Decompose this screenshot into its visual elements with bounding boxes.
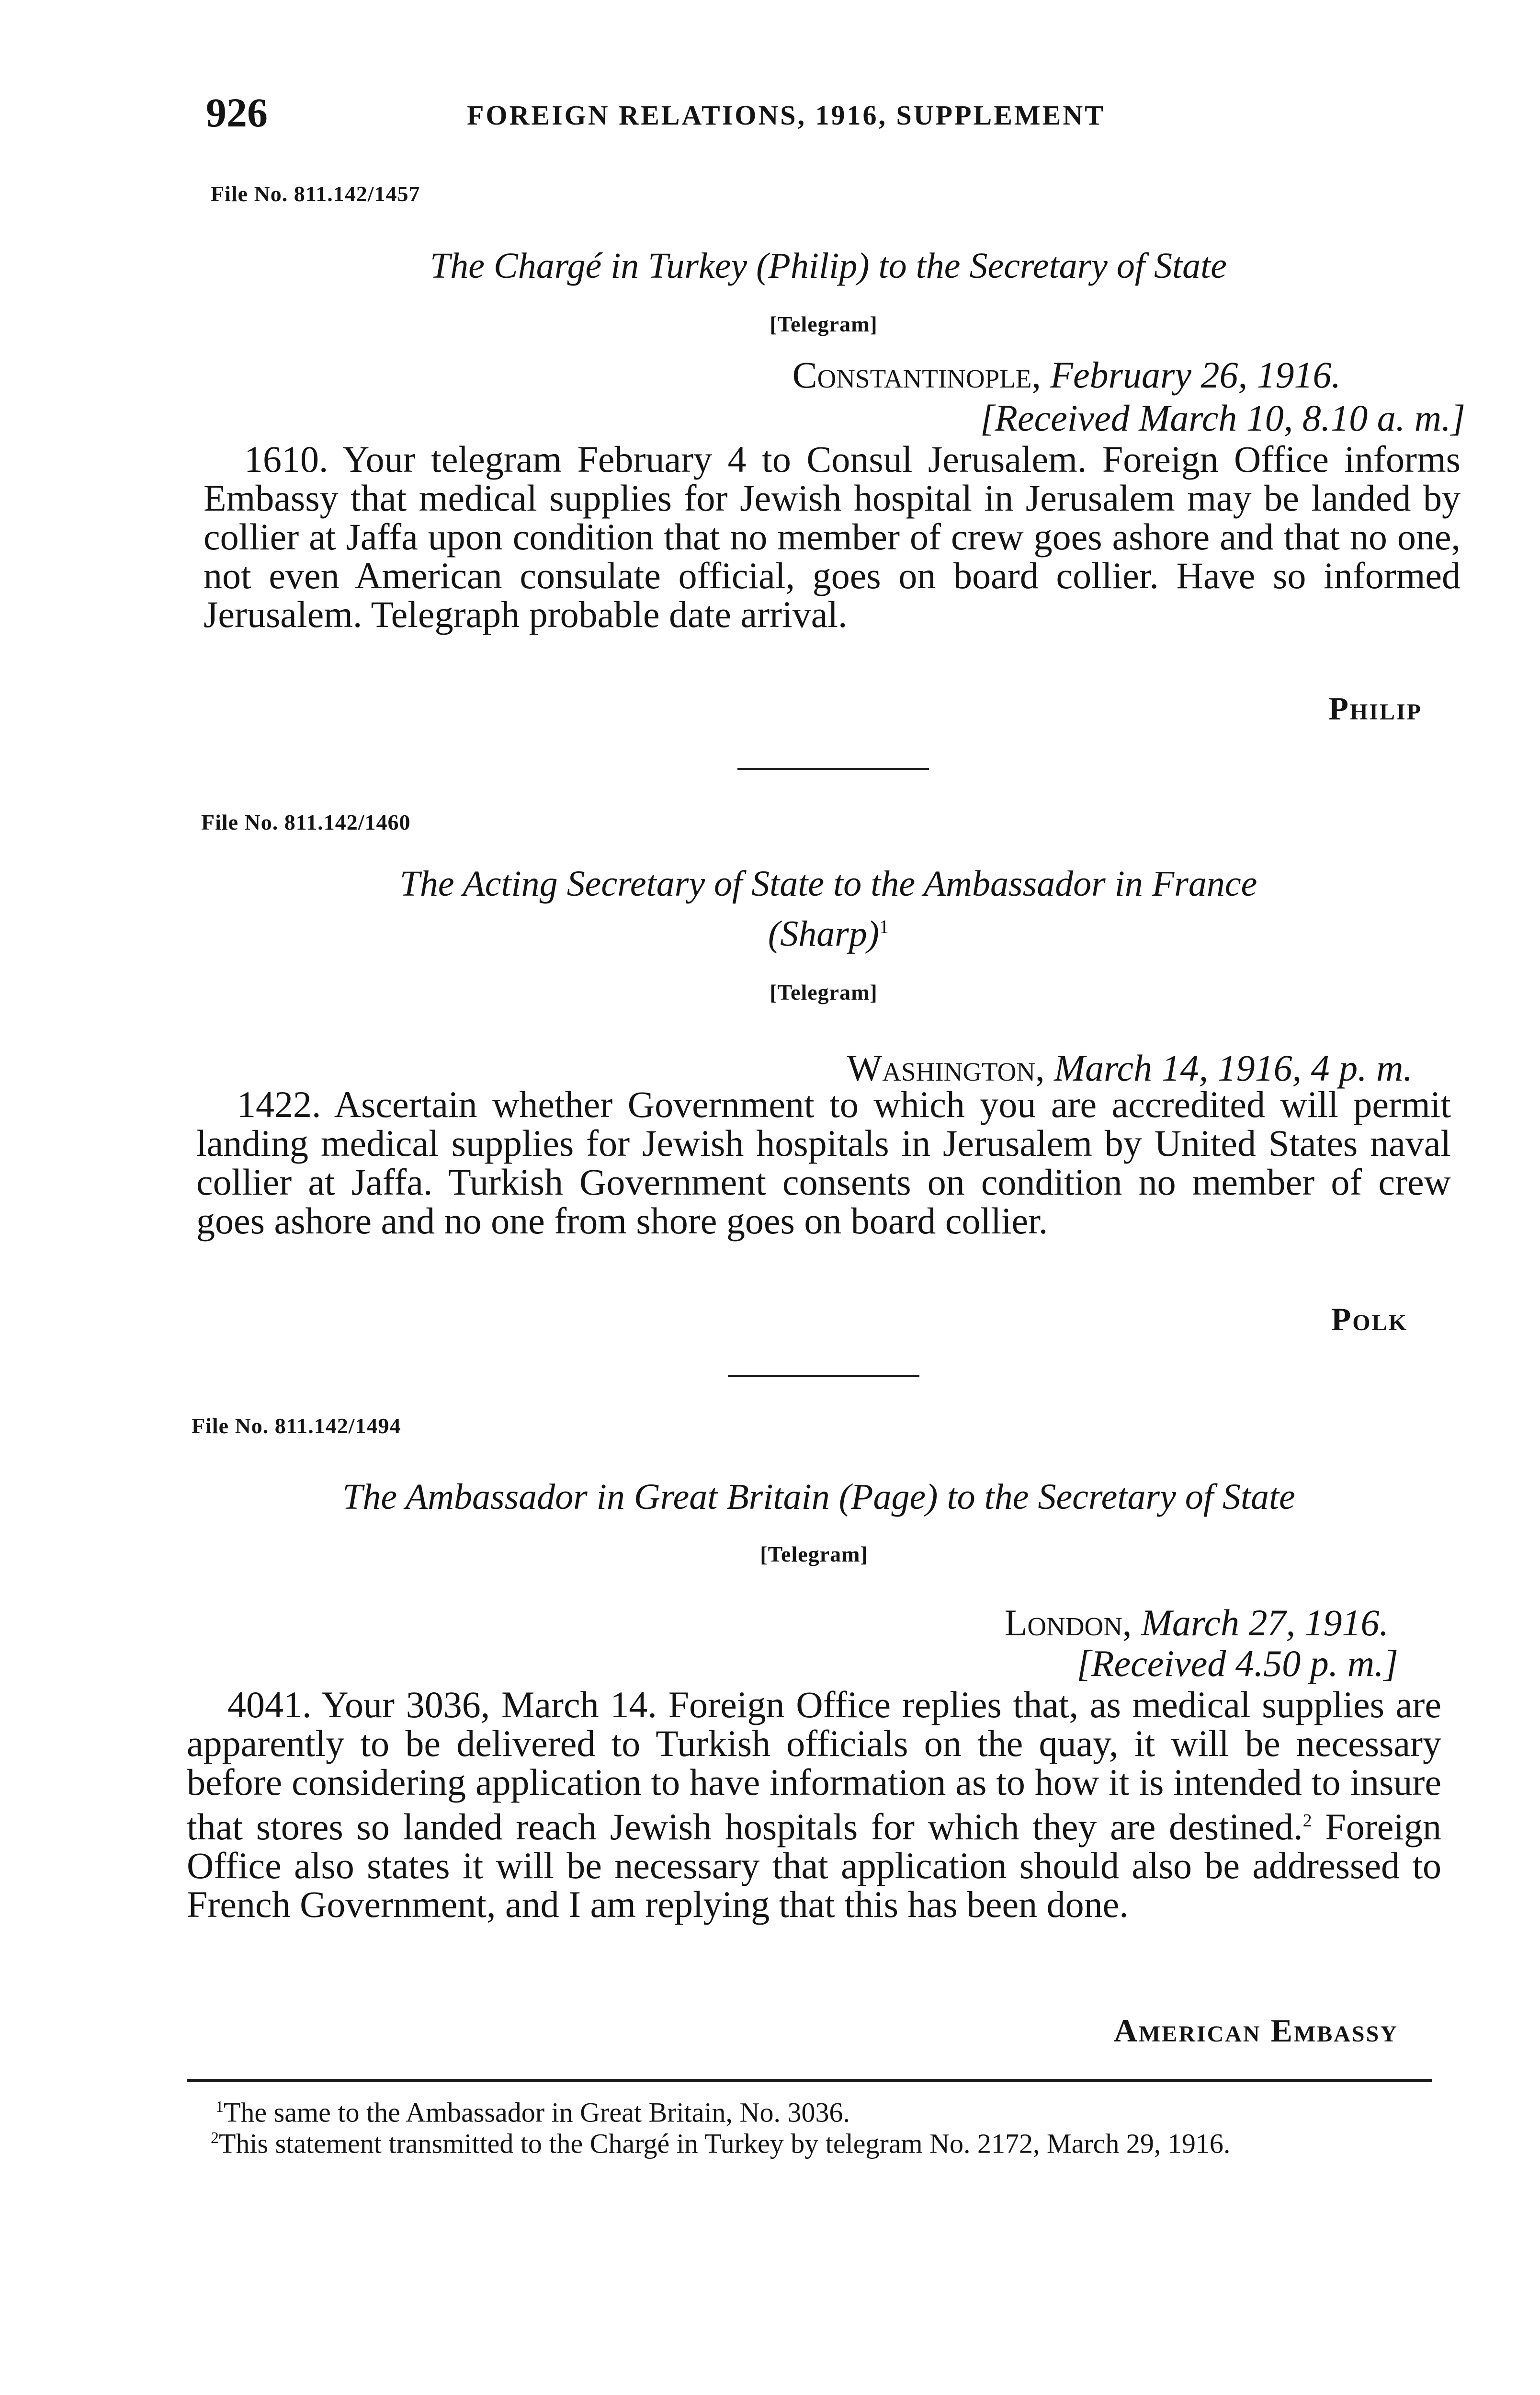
telegram-label: [Telegram]: [770, 312, 878, 336]
dateline-place: London,: [1004, 1602, 1132, 1643]
received-note: [Received 4.50 p. m.]: [1076, 1642, 1398, 1684]
footnote-marker: 1: [215, 2098, 224, 2116]
signature: American Embassy: [1113, 2012, 1398, 2049]
dateline-place: Washington,: [847, 1047, 1045, 1089]
telegram-body: 1422. Ascertain whether Government to which you are accredited will permit landing medical supplies for Jewish hospitals in Jerusalem by United States naval collier at Jaffa. Turkish Government consents on condition no member of crew goes ashore and no one from shore goes on board collier.: [196, 1083, 1451, 1242]
page-number: 926: [206, 90, 268, 136]
file-number: File No. 811.142/1457: [211, 182, 420, 206]
dateline-date: February 26, 1916.: [1050, 354, 1341, 396]
footnote-text: This statement transmitted to the Chargé in Turkey by telegram No. 2172, March 29, 1916.: [219, 2128, 1231, 2159]
footnote-ref: 2: [1302, 1811, 1312, 1831]
telegram-body-part-1: 4041. Your 3036, March 14. Foreign Office replies that, as medical supplies are apparently to be delivered to Turkish officials on the quay, it will be necessary before considering application to have information as to how it is intended to insure that stores so landed reach Jewish hospitals for which they are destined.: [187, 1684, 1441, 1848]
footnote-rule: [187, 2079, 1432, 2082]
document-title-line-1: The Acting Secretary of State to the Ambassador in France: [399, 864, 1257, 904]
telegram-label: [Telegram]: [760, 1542, 868, 1566]
section-divider: [737, 768, 929, 770]
section-divider: [728, 1375, 919, 1377]
dateline-date: March 27, 1916.: [1141, 1602, 1389, 1643]
footnote: [182, 2123, 1446, 2159]
telegram-body-part-2: Foreign Office also states it will be necessary that application should also be addressed to French Government, and I am replying that this has been done.: [187, 1806, 1441, 1925]
file-number: File No. 811.142/1494: [192, 1414, 401, 1438]
telegram-label: [Telegram]: [770, 980, 878, 1004]
footnote-text: The same to the Ambassador in Great Britain, No. 3036.: [224, 2097, 850, 2128]
document-title: [201, 862, 1456, 955]
signature: Polk: [1331, 1301, 1408, 1337]
received-note: [Received March 10, 8.10 a. m.]: [980, 397, 1465, 439]
signature: Philip: [1328, 690, 1422, 727]
running-head: [206, 89, 1461, 141]
footnote-ref: 1: [879, 916, 889, 937]
telegram-body: [187, 1685, 1441, 1924]
document-title-addressee: (Sharp): [768, 913, 880, 954]
telegram-body: 1610. Your telegram February 4 to Consul Jerusalem. Foreign Office informs Embassy that medical supplies for Jewish hospital in Jerusalem may be landed by collier at Jaffa upon condition that no member of crew goes ashore and that no one, not even American consulate official, goes on board collier. Have so informed Jerusalem. Telegraph probable date arrival.: [204, 438, 1461, 635]
dateline-date: March 14, 1916, 4 p. m.: [1054, 1047, 1413, 1089]
dateline-place: Constantinople,: [792, 354, 1041, 396]
file-number: File No. 811.142/1460: [201, 810, 411, 834]
document-title: The Chargé in Turkey (Philip) to the Secretary of State: [430, 246, 1227, 286]
footnote-marker: 2: [211, 2129, 219, 2147]
dateline: [575, 354, 1341, 397]
running-title: FOREIGN RELATIONS, 1916, SUPPLEMENT: [467, 100, 1105, 131]
dateline: [718, 1601, 1389, 1644]
document-title-line-2: [201, 905, 1456, 955]
document-title: The Ambassador in Great Britain (Page) to the Secretary of State: [342, 1477, 1295, 1517]
